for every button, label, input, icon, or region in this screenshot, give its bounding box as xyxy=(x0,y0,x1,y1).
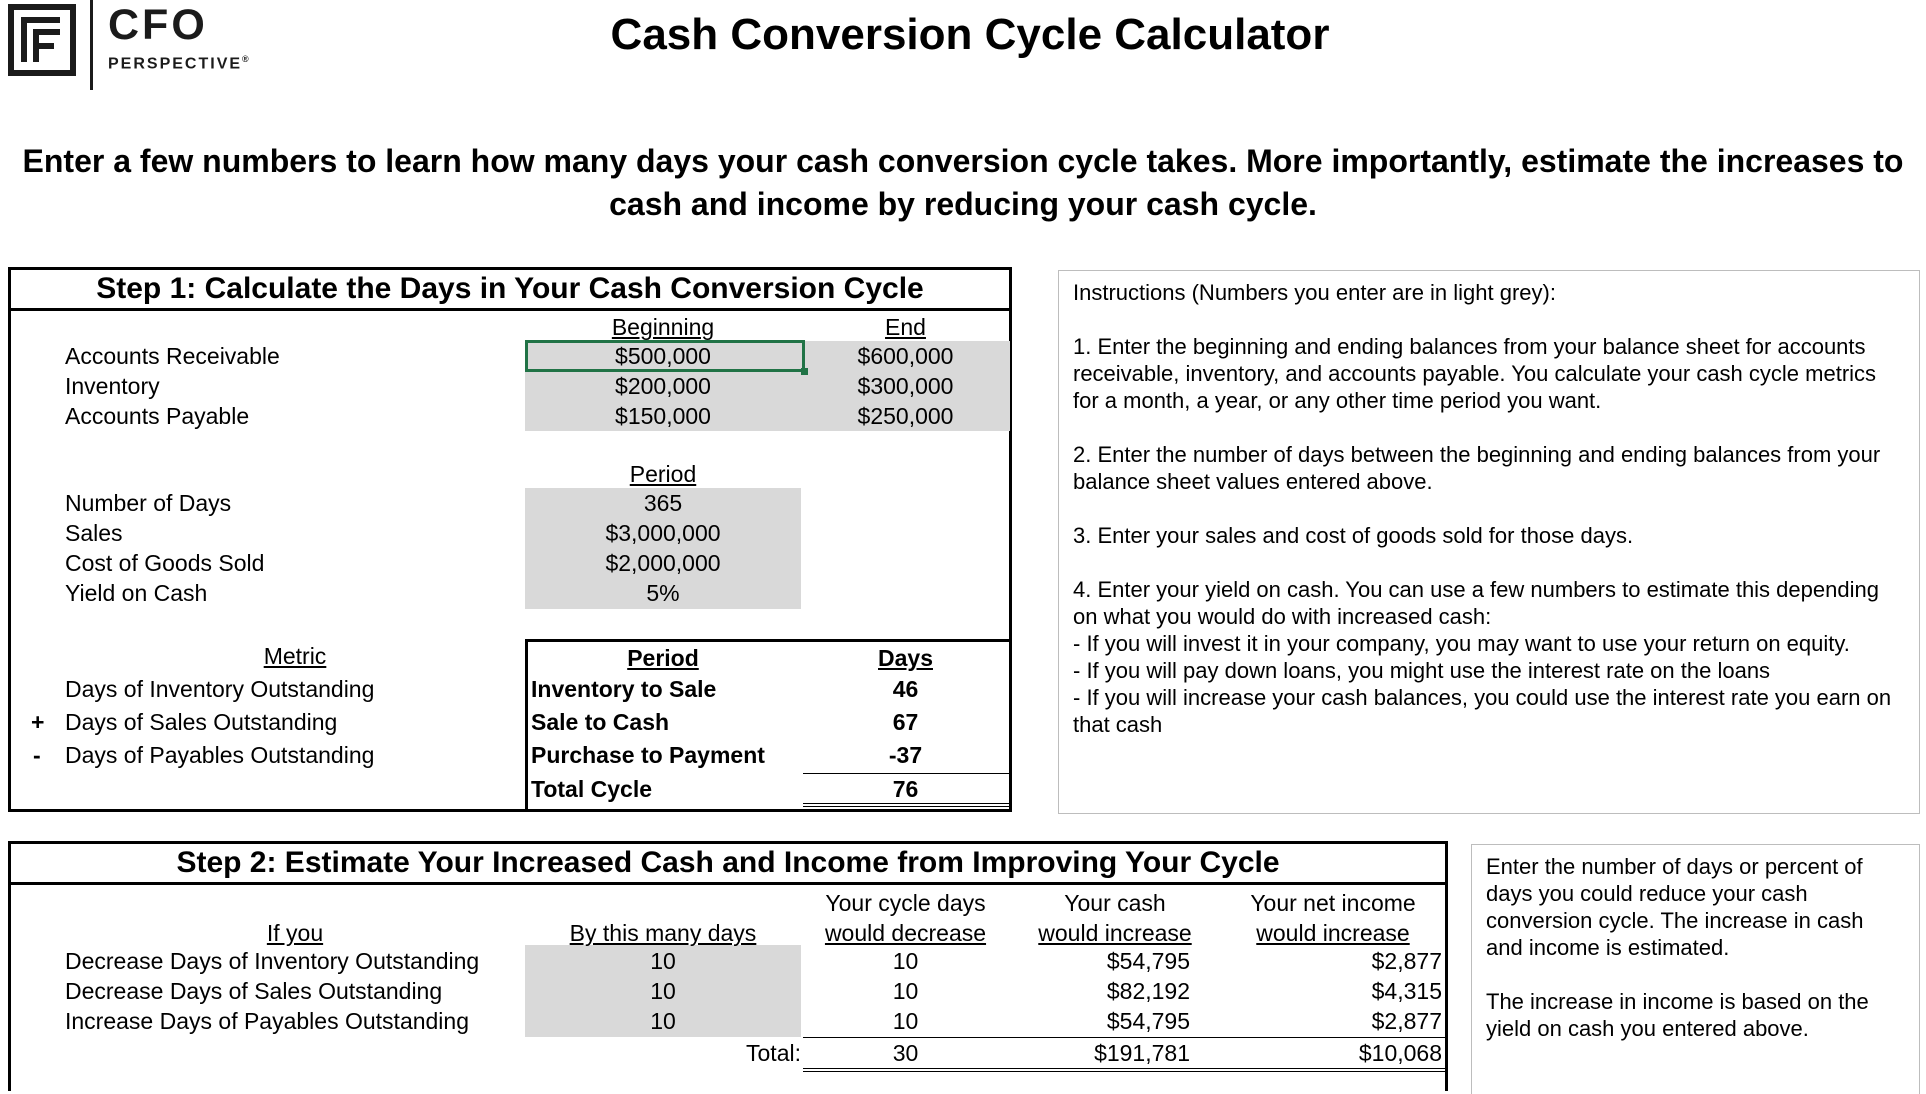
cogs-input[interactable]: $2,000,000 xyxy=(605,550,721,576)
row-label: Accounts Payable xyxy=(65,403,250,429)
income-increase: $2,877 xyxy=(1371,1008,1442,1034)
double-rule xyxy=(803,1068,1446,1069)
brand-subtitle: PERSPECTIVE® xyxy=(108,54,251,73)
sign: + xyxy=(31,709,45,735)
row-label: Inventory xyxy=(65,373,160,399)
instructions-panel xyxy=(1058,270,1920,814)
instruction-step-3: 3. Enter your sales and cost of goods sold for those days. xyxy=(1073,523,1634,548)
sales-input[interactable]: $3,000,000 xyxy=(605,520,721,546)
period-label: Yield on Cash xyxy=(65,580,208,606)
metric-days: 46 xyxy=(892,676,919,702)
step2-total-label: Total: xyxy=(746,1040,801,1066)
metric-label: Days of Sales Outstanding xyxy=(65,709,338,735)
total-income-increase: $10,068 xyxy=(1358,1040,1442,1066)
col-cash-header: Your cash xyxy=(1064,890,1166,916)
period-header: Period xyxy=(627,645,699,671)
dso-reduction-input[interactable]: 10 xyxy=(650,978,676,1004)
col-income-header: Your net income xyxy=(1250,890,1416,916)
step1-heading: Step 1: Calculate the Days in Your Cash Conversion Cycle xyxy=(11,270,1009,311)
row-label: Accounts Receivable xyxy=(65,343,280,369)
step2-note-text: The increase in income is based on the yield on cash you entered above. xyxy=(1486,989,1869,1041)
col-cycle-header: Your cycle days xyxy=(825,890,986,916)
days-header: Days xyxy=(878,645,933,671)
yield-input[interactable]: 5% xyxy=(646,580,680,606)
days-input[interactable]: 365 xyxy=(643,490,683,516)
step2-row-label: Decrease Days of Inventory Outstanding xyxy=(65,948,480,974)
inv-beginning-input[interactable]: $200,000 xyxy=(615,373,711,399)
period-label: Cost of Goods Sold xyxy=(65,550,265,576)
col-cash-header: would increase xyxy=(1038,920,1192,946)
dio-reduction-input[interactable]: 10 xyxy=(650,948,676,974)
period-label: Sales xyxy=(65,520,123,546)
ap-end-input[interactable]: $250,000 xyxy=(857,403,954,429)
logo-divider xyxy=(90,0,93,90)
ar-end-input[interactable]: $600,000 xyxy=(857,343,954,369)
total-cycle-label: Total Cycle xyxy=(531,776,652,802)
intro-text: Enter a few numbers to learn how many days your cash conversion cycle takes. More importantly, estimate the increases to cash and income by reducing your cash cycle. xyxy=(22,143,1904,222)
metric-days: -37 xyxy=(888,742,923,768)
income-increase: $2,877 xyxy=(1371,948,1442,974)
col-end: End xyxy=(885,314,926,340)
income-increase: $4,315 xyxy=(1371,978,1442,1004)
inv-end-input[interactable]: $300,000 xyxy=(857,373,954,399)
step1-panel xyxy=(8,267,1012,812)
double-rule xyxy=(803,803,1010,804)
period-label: Number of Days xyxy=(65,490,232,516)
step2-note-panel xyxy=(1471,844,1920,1094)
col-period: Period xyxy=(629,461,697,487)
cash-increase: $54,795 xyxy=(1106,1008,1190,1034)
dpo-increase-input[interactable]: 10 xyxy=(650,1008,676,1034)
step2-row-label: Increase Days of Payables Outstanding xyxy=(65,1008,470,1034)
cycle-decrease: 10 xyxy=(892,978,919,1004)
metric-header: Metric xyxy=(263,643,327,669)
metric-days: 67 xyxy=(892,709,919,735)
sign: - xyxy=(33,742,41,768)
ap-beginning-input[interactable]: $150,000 xyxy=(615,403,711,429)
cycle-decrease: 10 xyxy=(892,1008,919,1034)
step2-heading: Step 2: Estimate Your Increased Cash and Income from Improving Your Cycle xyxy=(11,844,1445,885)
instruction-step-1: 1. Enter the beginning and ending balances from your balance sheet for accounts receivable, inventory, and accounts payable. You calculate your cash cycle metrics for a month, a year, or any other time period you want. xyxy=(1073,334,1877,413)
metric-label: Days of Inventory Outstanding xyxy=(65,676,375,702)
step2-note-text: Enter the number of days or percent of days you could reduce your cash conversion cycle. The increase in cash and income is estimated. xyxy=(1486,854,1864,960)
metric-period: Sale to Cash xyxy=(531,709,670,735)
ar-beginning-input[interactable]: $500,000 xyxy=(615,343,711,369)
instruction-step-4: 4. Enter your yield on cash. You can use a few numbers to estimate this depending on what you would do with increased cash: xyxy=(1073,577,1879,629)
cash-increase: $54,795 xyxy=(1106,948,1190,974)
double-rule xyxy=(803,806,1010,807)
col-beginning: Beginning xyxy=(611,314,715,340)
total-cycle-days: 76 xyxy=(892,776,919,802)
step2-panel xyxy=(8,841,1448,1091)
total-cash-increase: $191,781 xyxy=(1094,1040,1190,1066)
instructions-heading: Instructions (Numbers you enter are in light grey): xyxy=(1073,280,1556,305)
double-rule xyxy=(803,1071,1446,1072)
step2-row-label: Decrease Days of Sales Outstanding xyxy=(65,978,443,1004)
metric-period: Inventory to Sale xyxy=(531,676,717,702)
instruction-bullet: - If you will increase your cash balances, you could use the interest rate you earn on that cash xyxy=(1073,685,1892,737)
cycle-decrease: 10 xyxy=(892,948,919,974)
instruction-bullet: - If you will pay down loans, you might use the interest rate on the loans xyxy=(1073,658,1771,683)
col-income-header: would increase xyxy=(1256,920,1410,946)
metric-label: Days of Payables Outstanding xyxy=(65,742,375,768)
total-cycle-decrease: 30 xyxy=(892,1040,919,1066)
cash-increase: $82,192 xyxy=(1106,978,1190,1004)
instruction-bullet: - If you will invest it in your company, you may want to use your return on equity. xyxy=(1073,631,1850,656)
col-by-header: By this many days xyxy=(569,920,757,946)
metric-period: Purchase to Payment xyxy=(531,742,765,768)
page-title: Cash Conversion Cycle Calculator xyxy=(610,10,1330,59)
col-cycle-header: would decrease xyxy=(824,920,987,946)
instruction-step-2: 2. Enter the number of days between the beginning and ending balances from your balance sheet values entered above. xyxy=(1073,442,1881,494)
cfo-logo-icon xyxy=(8,4,76,76)
col-if-header: If you xyxy=(266,920,324,946)
brand-name: CFO xyxy=(108,1,208,49)
